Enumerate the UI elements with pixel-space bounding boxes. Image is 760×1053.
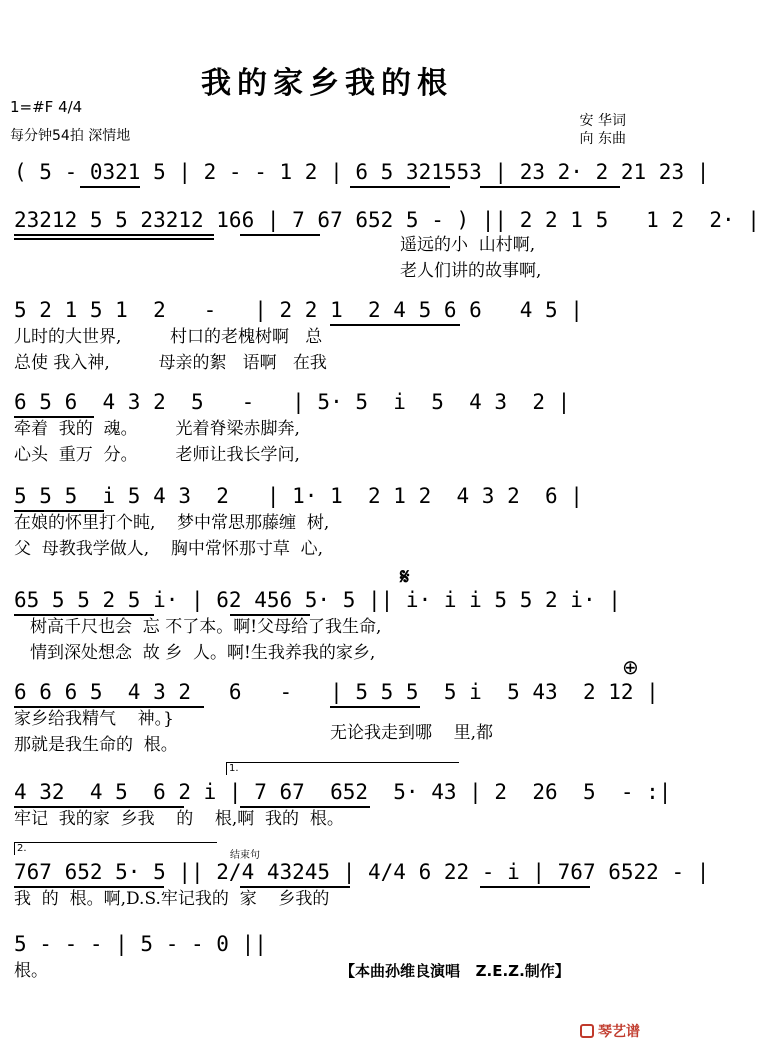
lyric-verse-2: 老人们讲的故事啊, bbox=[400, 261, 542, 281]
lyric-verse-1: 我 的 根。啊,D.S.牢记我的 家 乡我的 bbox=[14, 889, 330, 909]
page-title: 我的家乡我的根 bbox=[201, 66, 453, 101]
score-line-4: 6 5 6 4 3 2 5 - | 5· 5 i 5 4 3 2 | bbox=[14, 390, 571, 414]
coda-sign: ⊕ bbox=[622, 655, 639, 679]
score-line-7: 6 6 6 5 4 3 2 6 - | 5 5 5 5 i 5 43 2 12 | bbox=[14, 680, 659, 704]
ending-label: 结束句 bbox=[230, 850, 260, 861]
lyric-verse-1: 在娘的怀里打个盹, 梦中常思那藤缠 树, bbox=[14, 513, 330, 533]
lyric-verse-1: 牢记 我的家 乡我 的 根,啊 我的 根。 bbox=[14, 809, 344, 829]
score-line-3: 5 2 1 5 1 2 - | 2 2 1 2 4 5 6 6 4 5 | bbox=[14, 298, 583, 322]
underline bbox=[14, 238, 214, 240]
second-ending: 2. bbox=[14, 842, 217, 855]
first-ending: 1. bbox=[226, 762, 459, 775]
lyric-verse-2: 情到深处想念 故 乡 人。啊!生我养我的家乡, bbox=[30, 643, 376, 663]
score-line-5: 5 5 5 i 5 4 3 2 | 1· 1 2 1 2 4 3 2 6 | bbox=[14, 484, 583, 508]
lyricist: 安 华词 bbox=[579, 113, 626, 129]
underline bbox=[330, 324, 460, 326]
lyric-verse-2: 那就是我生命的 根。 bbox=[14, 735, 178, 755]
lyric-verse-2: 心头 重万 分。 老师让我长学问, bbox=[14, 445, 300, 465]
score-line-2: 23212 5 5 23212 166 | 7 67 652 5 - ) || 2 2 1 5 1 2 2· | bbox=[14, 208, 760, 232]
underline bbox=[14, 234, 214, 236]
tempo-marking: 每分钟54拍 深情地 bbox=[10, 128, 131, 144]
score-line-10: 5 - - - | 5 - - 0 || bbox=[14, 932, 267, 956]
site-logo bbox=[580, 1021, 640, 1041]
lyric-verse-1: 儿时的大世界, 村口的老槐树啊 总 bbox=[14, 327, 323, 347]
underline bbox=[480, 186, 620, 188]
performer-credit: 【本曲孙维良演唱 Z.E.Z.制作】 bbox=[340, 962, 570, 980]
key-signature: 1=#F 4/4 bbox=[10, 98, 83, 116]
composer: 向 东曲 bbox=[579, 131, 626, 147]
lyric-refrain: 无论我走到哪 里,都 bbox=[330, 723, 494, 743]
lyric-verse-1: 根。 bbox=[14, 961, 48, 981]
lyric-verse-1: 牵着 我的 魂。 光着脊梁赤脚奔, bbox=[14, 419, 300, 439]
score-line-9: 767 652 5· 5 || 2/4 43245 | 4/4 6 22 - i | 767 6522 - | bbox=[14, 860, 710, 884]
underline bbox=[330, 706, 420, 708]
underline bbox=[240, 234, 320, 236]
lyric-verse-1: 家乡给我精气 神。} bbox=[14, 709, 174, 729]
lyric-verse-1: 遥远的小 山村啊, bbox=[400, 235, 536, 255]
lyric-verse-1: 树高千尺也会 忘 不了本。啊!父母给了我生命, bbox=[30, 617, 382, 637]
lyric-verse-2: 总使 我入神, 母亲的絮 语啊 在我 bbox=[14, 353, 327, 373]
underline bbox=[80, 186, 140, 188]
logo-icon bbox=[580, 1024, 594, 1038]
lyric-verse-2: 父 母教我学做人, 胸中常怀那寸草 心, bbox=[14, 539, 324, 559]
segno-sign: 𝄋 bbox=[400, 565, 410, 590]
underline bbox=[350, 186, 450, 188]
score-line-1: ( 5 - 0321 5 | 2 - - 1 2 | 6 5 321553 | 23 2· 2 21 23 | bbox=[14, 160, 710, 184]
score-line-8: 4 32 4 5 6 2 i | 7 67 652 5· 43 | 2 26 5 - :| bbox=[14, 780, 672, 804]
underline bbox=[480, 886, 590, 888]
logo-text: 琴艺谱 bbox=[598, 1024, 640, 1040]
score-line-6: 65 5 5 2 5 i· | 62 456 5· 5 || i· i i 5 5 2 i· | bbox=[14, 588, 621, 612]
